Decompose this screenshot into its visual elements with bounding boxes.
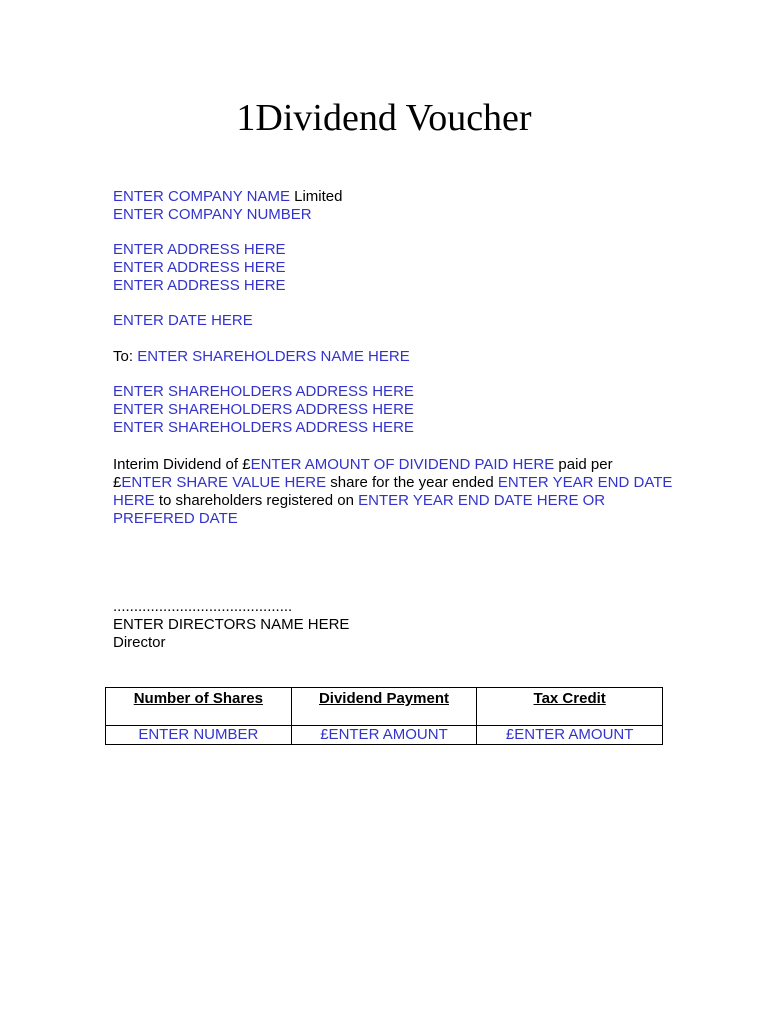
cell-tax-credit: £ENTER AMOUNT [477,726,663,745]
company-number-placeholder: ENTER COMPANY NUMBER [113,206,312,223]
header-dividend-payment: Dividend Payment [291,688,477,726]
director-name-placeholder: ENTER DIRECTORS NAME HERE [113,616,350,633]
page-title: 1Dividend Voucher [236,97,532,139]
year-end-placeholder: ENTER YEAR END DATE HERE [113,474,673,509]
dividend-text-4: to shareholders registered on [154,492,359,509]
table-row [106,726,663,745]
header-number-of-shares: Number of Shares [106,688,292,726]
shareholder-address-line: ENTER SHAREHOLDERS ADDRESS HERE [113,383,414,400]
company-suffix: Limited [289,188,343,205]
recipient-line [113,348,410,366]
company-address-line: ENTER ADDRESS HERE [113,241,286,258]
company-address-line: ENTER ADDRESS HERE [113,277,286,294]
company-address-line: ENTER ADDRESS HERE [113,259,286,276]
dividend-text-1: Interim Dividend of £ [113,456,251,473]
dividend-paragraph [113,456,673,528]
table-header-row [106,688,663,726]
to-label: To: [113,348,138,365]
dividend-text-2: paid per £ [113,456,613,491]
header-tax-credit: Tax Credit [477,688,663,726]
company-name-line [113,188,343,206]
shareholder-name-placeholder: ENTER SHAREHOLDERS NAME HERE [137,348,410,365]
share-value-placeholder: ENTER SHARE VALUE HERE [121,474,327,491]
dividend-table [105,687,663,745]
director-role: Director [113,634,166,651]
cell-dividend-payment: £ENTER AMOUNT [291,726,477,745]
signature-line: ........................................... [113,598,293,615]
dividend-text-3: share for the year ended [326,474,498,491]
company-name-placeholder: ENTER COMPANY NAME [113,188,290,205]
shareholder-address-line: ENTER SHAREHOLDERS ADDRESS HERE [113,419,414,436]
cell-number-of-shares: ENTER NUMBER [106,726,292,745]
dividend-amount-placeholder: ENTER AMOUNT OF DIVIDEND PAID HERE [250,456,555,473]
date-placeholder: ENTER DATE HERE [113,312,253,329]
shareholder-address-line: ENTER SHAREHOLDERS ADDRESS HERE [113,401,414,418]
registered-date-placeholder: ENTER YEAR END DATE HERE OR PREFERED DATE [113,492,606,527]
